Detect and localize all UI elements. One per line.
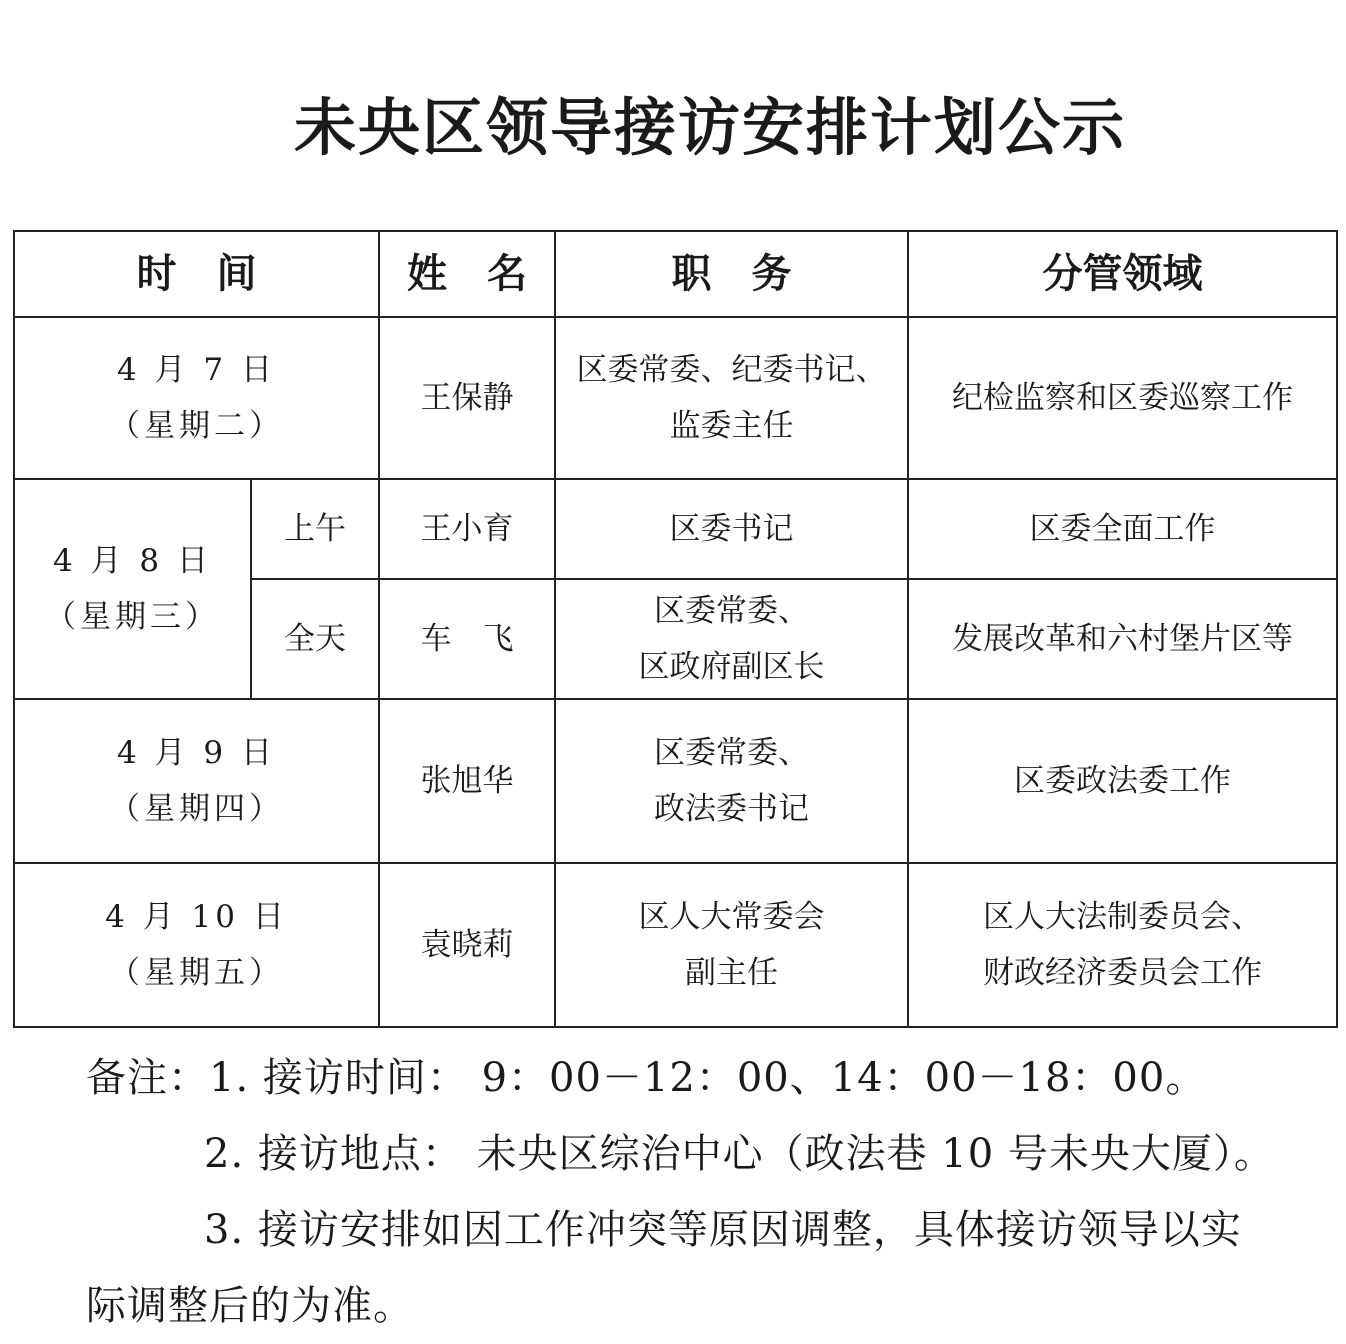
area-cell: 区人大法制委员会、 财政经济委员会工作 — [908, 863, 1337, 1027]
position-cell: 区委常委、 区政府副区长 — [555, 579, 908, 699]
position-cell: 区委常委、 政法委书记 — [555, 699, 908, 863]
date-cell — [14, 863, 379, 1027]
date: 4 月 8 日 — [52, 543, 212, 579]
date-cell — [14, 317, 379, 479]
table-header-row — [14, 231, 1337, 317]
date-cell — [14, 699, 379, 863]
name-cell: 张旭华 — [379, 699, 555, 863]
notes — [86, 1040, 1336, 1344]
note-item: 2. 接访地点： 未央区综治中心（政法巷 10 号未央大厦）。 — [204, 1131, 1275, 1177]
position-cell: 区委书记 — [555, 479, 908, 579]
header-position: 职 务 — [555, 231, 908, 317]
table-row — [14, 863, 1337, 1027]
header-area: 分管领域 — [908, 231, 1337, 317]
area-cell: 发展改革和六村堡片区等 — [908, 579, 1337, 699]
page-title: 未央区领导接访安排计划公示 — [293, 91, 1126, 164]
area-cell: 纪检监察和区委巡察工作 — [908, 317, 1337, 479]
name-cell: 车 飞 — [379, 579, 555, 699]
period-cell: 上午 — [251, 479, 379, 579]
date-cell — [14, 479, 251, 699]
position-cell: 区委常委、纪委书记、 监委主任 — [555, 317, 908, 479]
weekday: （星期五） — [109, 955, 284, 991]
header-name: 姓 名 — [379, 231, 555, 317]
header-time: 时 间 — [14, 231, 379, 317]
name-cell: 王小育 — [379, 479, 555, 579]
area-cell: 区委全面工作 — [908, 479, 1337, 579]
date: 4 月 9 日 — [116, 735, 276, 771]
period-cell: 全天 — [251, 579, 379, 699]
note-item: 3. 接访安排如因工作冲突等原因调整，具体接访领导以实 — [204, 1207, 1242, 1253]
table-row — [14, 317, 1337, 479]
position-cell: 区人大常委会 副主任 — [555, 863, 908, 1027]
date: 4 月 7 日 — [116, 352, 276, 388]
notes-label: 备注： — [86, 1055, 209, 1101]
name-cell: 袁晓莉 — [379, 863, 555, 1027]
table-row — [14, 479, 1337, 579]
weekday: （星期二） — [109, 408, 284, 444]
name-cell: 王保静 — [379, 317, 555, 479]
table-row — [14, 699, 1337, 863]
note-item: 备注：1. 接访时间： 9：00－12：00、14：00－18：00。 — [86, 1055, 1207, 1101]
weekday: （星期四） — [109, 791, 284, 827]
date: 4 月 10 日 — [105, 899, 288, 935]
weekday: （星期三） — [45, 599, 220, 635]
area-cell: 区委政法委工作 — [908, 699, 1337, 863]
note-item: 际调整后的为准。 — [86, 1283, 414, 1329]
schedule-table — [13, 230, 1338, 1028]
